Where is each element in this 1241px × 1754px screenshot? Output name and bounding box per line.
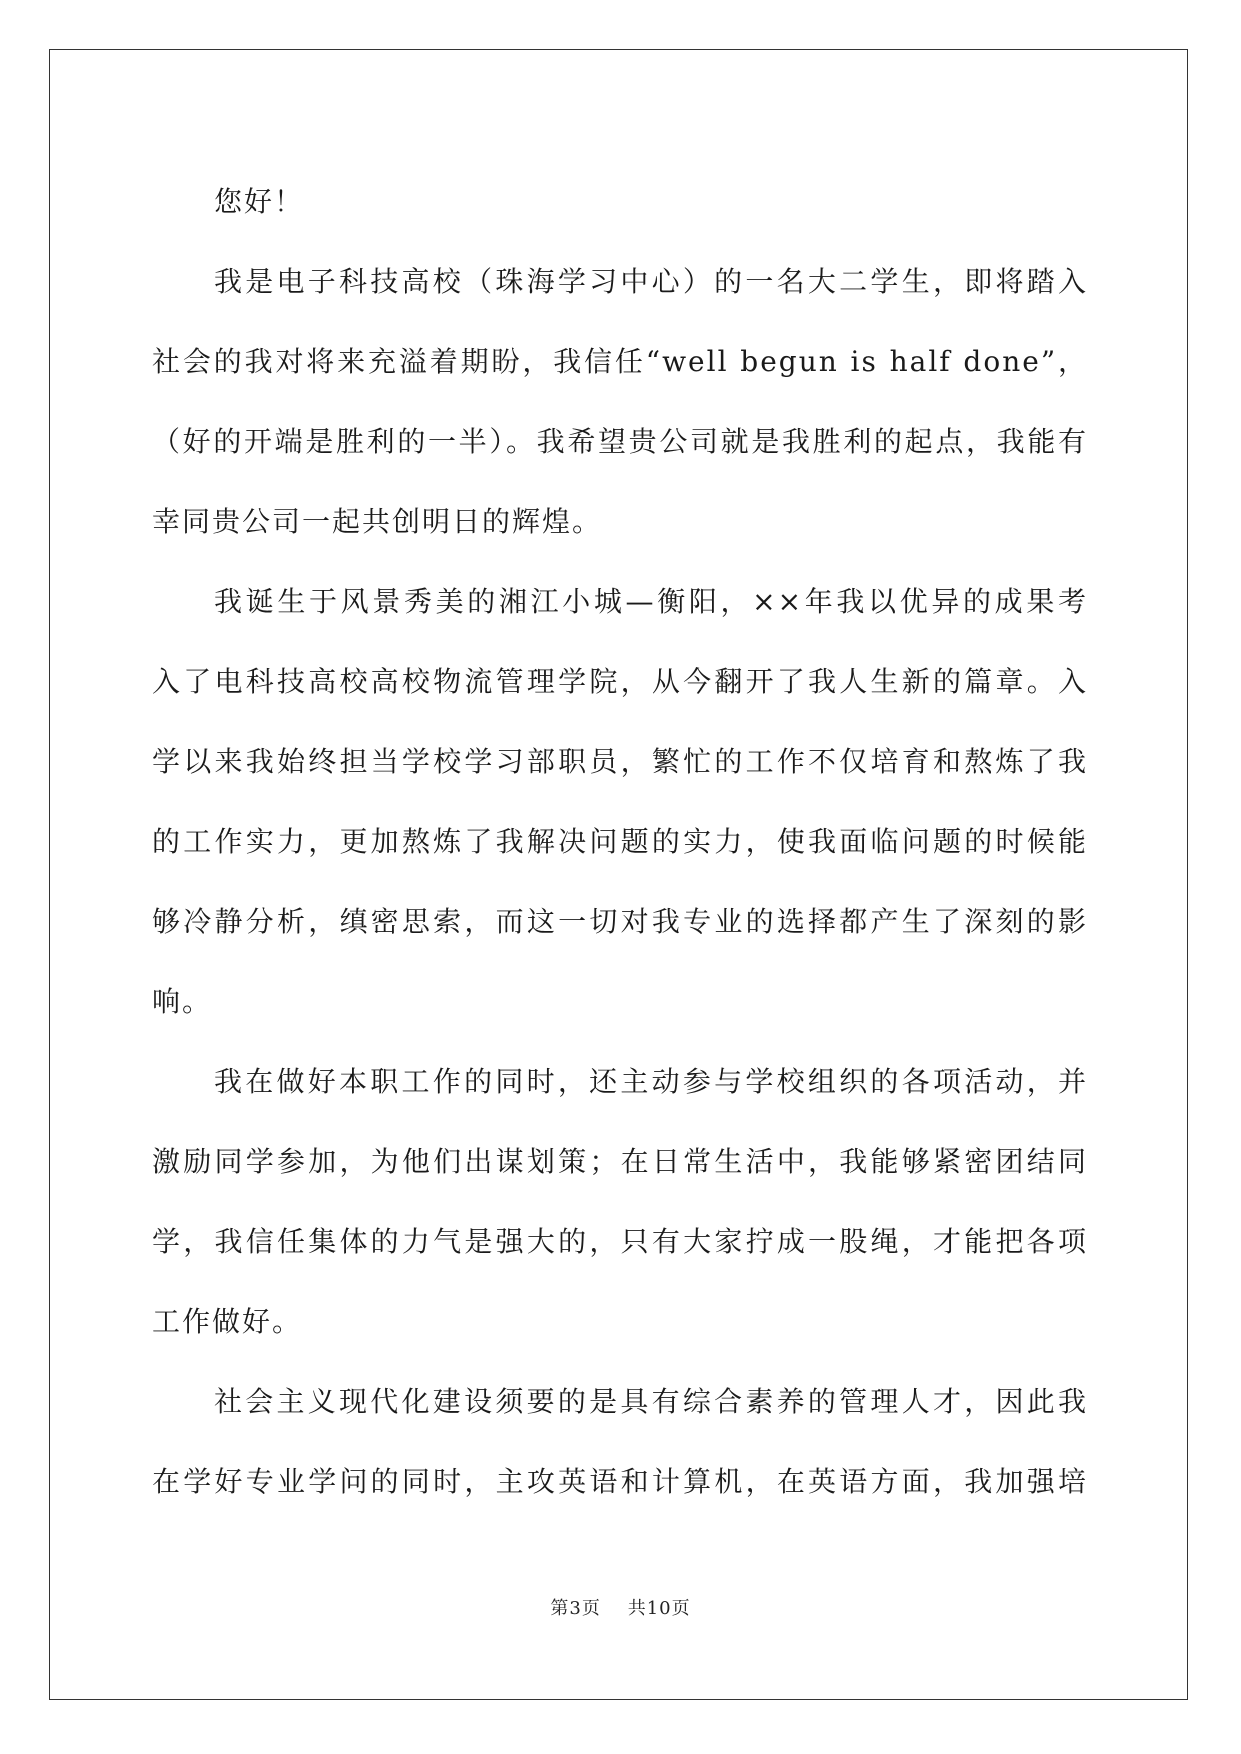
text-line: 您好！ — [214, 185, 305, 218]
page-footer — [0, 1594, 1241, 1620]
text-line: 入了电科技高校高校物流管理学院，从今翻开了我人生新的篇章。入 — [152, 665, 1088, 698]
page-number: 第3页 — [550, 1598, 601, 1619]
text-line: 社会的我对将来充溢着期盼，我信任“well begun is half done”， — [152, 345, 1088, 378]
text-line: 够冷静分析，缜密思索，而这一切对我专业的选择都产生了深刻的影 — [152, 905, 1088, 938]
text-line: 学，我信任集体的力气是强大的，只有大家拧成一股绳，才能把各项 — [152, 1225, 1088, 1258]
text-line: 在学好专业学问的同时，主攻英语和计算机，在英语方面，我加强培 — [152, 1465, 1088, 1498]
text-line: 我诞生于风景秀美的湘江小城—衡阳，××年我以优异的成果考 — [214, 585, 1088, 618]
text-line: 学以来我始终担当学校学习部职员，繁忙的工作不仅培育和熬炼了我 — [152, 745, 1088, 778]
letter-body — [152, 162, 1088, 1522]
text-line: 幸同贵公司一起共创明日的辉煌。 — [152, 505, 603, 538]
text-line: 激励同学参加，为他们出谋划策；在日常生活中，我能够紧密团结同 — [152, 1145, 1088, 1178]
text-line: 响。 — [152, 985, 213, 1018]
text-line: 我是电子科技高校（珠海学习中心）的一名大二学生，即将踏入 — [214, 265, 1088, 298]
text-line: 工作做好。 — [152, 1305, 303, 1338]
text-line: （好的开端是胜利的一半）。我希望贵公司就是我胜利的起点，我能有 — [152, 425, 1088, 458]
text-line: 我在做好本职工作的同时，还主动参与学校组织的各项活动，并 — [214, 1065, 1088, 1098]
text-line: 社会主义现代化建设须要的是具有综合素养的管理人才，因此我 — [214, 1385, 1088, 1418]
page-total: 共10页 — [627, 1598, 691, 1619]
footer-gap — [601, 1598, 628, 1619]
text-line: 的工作实力，更加熬炼了我解决问题的实力，使我面临问题的时候能 — [152, 825, 1088, 858]
